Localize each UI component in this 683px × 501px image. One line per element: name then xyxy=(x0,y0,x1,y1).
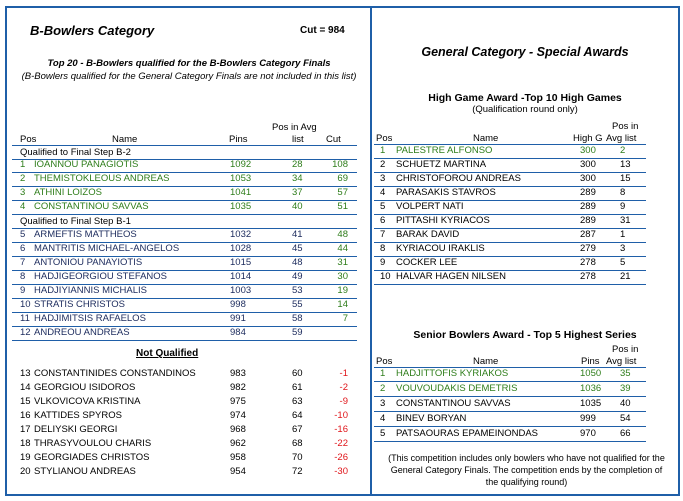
row-pins: 1092 xyxy=(230,159,252,170)
row-pins: 1014 xyxy=(230,271,252,282)
group-b2-label: Qualified to Final Step B-2 xyxy=(12,146,357,160)
row-cut: -2 xyxy=(339,382,348,393)
row-pins: 1036 xyxy=(580,383,602,394)
row-name: BARAK DAVID xyxy=(396,229,460,240)
row-pos: 15 xyxy=(20,396,31,407)
row-high-game: 278 xyxy=(580,257,596,268)
row-pos: 4 xyxy=(380,187,386,198)
row-high-game: 300 xyxy=(580,173,596,184)
b-bowlers-subnote: (B-Bowlers qualified for the General Category Finals are not included in this list) xyxy=(21,71,357,82)
table-row xyxy=(12,410,357,424)
row-pos: 2 xyxy=(20,173,26,184)
table-row xyxy=(374,428,646,442)
row-name: COCKER LEE xyxy=(396,257,458,268)
row-pos: 2 xyxy=(380,159,386,170)
row-avg-pos: 15 xyxy=(620,173,631,184)
row-avg-pos: 45 xyxy=(292,243,303,254)
row-pins: 1053 xyxy=(230,173,252,184)
row-pins: 974 xyxy=(230,410,246,421)
row-pos: 18 xyxy=(20,438,31,449)
row-avg-pos: 67 xyxy=(292,424,303,435)
row-pins: 1050 xyxy=(580,368,602,379)
sr-header-pins: Pins xyxy=(581,356,600,367)
hg-header-pos: Pos xyxy=(376,133,393,144)
row-pos: 2 xyxy=(380,383,386,394)
row-name: IOANNOU PANAGIOTIS xyxy=(34,159,139,170)
row-pos: 14 xyxy=(20,382,31,393)
hg-header-pos-in: Pos in xyxy=(612,121,639,132)
row-name: CONSTANTINOU SAVVAS xyxy=(34,201,149,212)
row-pins: 1032 xyxy=(230,229,252,240)
row-avg-pos: 49 xyxy=(292,271,303,282)
row-pins: 991 xyxy=(230,313,246,324)
row-pos: 19 xyxy=(20,452,31,463)
row-name: KATTIDES SPYROS xyxy=(34,410,122,421)
row-name: CONSTANTINOU SAVVAS xyxy=(396,398,511,409)
row-name: HADJIGEORGIOU STEFANOS xyxy=(34,271,168,282)
row-avg-pos: 1 xyxy=(620,229,626,240)
row-avg-pos: 58 xyxy=(292,313,303,324)
table-row xyxy=(12,159,357,173)
row-cut: 69 xyxy=(337,173,348,184)
row-avg-pos: 55 xyxy=(292,299,303,310)
table-row xyxy=(12,424,357,438)
b-bowlers-subtitle: Top 20 - B-Bowlers qualified for the B-Bowlers Category Finals xyxy=(47,58,331,69)
row-cut: 30 xyxy=(337,271,348,282)
row-pos: 8 xyxy=(20,271,26,282)
header-name: Name xyxy=(112,134,138,145)
row-pos: 16 xyxy=(20,410,31,421)
row-pins: 1003 xyxy=(230,285,252,296)
sr-header-pos-in: Pos in xyxy=(612,344,639,355)
row-name: CONSTANTINIDES CONSTANDINOS xyxy=(34,368,196,379)
row-pos: 11 xyxy=(20,313,30,324)
table-row xyxy=(12,396,357,410)
row-name: GEORGIOU ISIDOROS xyxy=(34,382,136,393)
row-pos: 1 xyxy=(380,145,386,156)
row-cut: 48 xyxy=(337,229,348,240)
table-row xyxy=(374,243,646,257)
row-pos: 5 xyxy=(20,229,26,240)
sr-header-name: Name xyxy=(473,356,499,367)
row-pos: 7 xyxy=(380,229,386,240)
table-row xyxy=(374,215,646,229)
row-name: BINEV BORYAN xyxy=(396,413,467,424)
row-pos: 3 xyxy=(380,173,386,184)
row-pos: 10 xyxy=(20,299,31,310)
row-pos: 10 xyxy=(380,271,391,282)
row-cut: 19 xyxy=(337,285,348,296)
row-avg-pos: 34 xyxy=(292,173,303,184)
row-avg-pos: 70 xyxy=(292,452,303,463)
row-pos: 1 xyxy=(380,368,386,379)
hg-header-name: Name xyxy=(473,133,499,144)
row-avg-pos: 37 xyxy=(292,187,303,198)
row-pins: 999 xyxy=(580,413,596,424)
row-cut: 14 xyxy=(337,299,348,310)
row-cut: 44 xyxy=(337,243,348,254)
row-name: VLKOVICOVA KRISTINA xyxy=(34,396,141,407)
row-avg-pos: 40 xyxy=(292,201,303,212)
row-pos: 9 xyxy=(380,257,386,268)
row-name: ARMEFTIS MATTHEOS xyxy=(34,229,137,240)
row-pins: 975 xyxy=(230,396,246,407)
row-name: GEORGIADES CHRISTOS xyxy=(34,452,150,463)
row-cut: 7 xyxy=(342,313,348,324)
row-name: MANTRITIS MICHAEL-ANGELOS xyxy=(34,243,180,254)
row-avg-pos: 2 xyxy=(620,145,626,156)
row-name: HADJIMITSIS RAFAELOS xyxy=(34,313,146,324)
row-cut: -22 xyxy=(334,438,348,449)
high-game-title: High Game Award -Top 10 High Games xyxy=(428,92,622,104)
row-avg-pos: 53 xyxy=(292,285,303,296)
hg-header-high-g: High G xyxy=(573,133,603,144)
row-avg-pos: 63 xyxy=(292,396,303,407)
row-pos: 4 xyxy=(380,413,386,424)
row-pos: 4 xyxy=(20,201,26,212)
table-row xyxy=(12,327,357,341)
row-cut: 31 xyxy=(337,257,348,268)
row-name: THEMISTOKLEOUS ANDREAS xyxy=(34,173,170,184)
header-list: list xyxy=(292,134,304,145)
cut-label: Cut = 984 xyxy=(300,25,345,36)
row-pos: 1 xyxy=(20,159,26,170)
row-pos: 12 xyxy=(20,327,31,338)
row-cut: 51 xyxy=(337,201,348,212)
row-pins: 1015 xyxy=(230,257,252,268)
row-name: ANTONIOU PANAYIOTIS xyxy=(34,257,143,268)
row-avg-pos: 68 xyxy=(292,438,303,449)
row-name: VOLPERT NATI xyxy=(396,201,464,212)
row-high-game: 279 xyxy=(580,243,596,254)
row-pins: 984 xyxy=(230,327,246,338)
row-name: ATHINI LOIZOS xyxy=(34,187,102,198)
table-row xyxy=(374,383,646,397)
row-cut: 57 xyxy=(337,187,348,198)
row-name: HALVAR HAGEN NILSEN xyxy=(396,271,506,282)
row-avg-pos: 28 xyxy=(292,159,303,170)
row-cut: -10 xyxy=(334,410,348,421)
table-row xyxy=(374,257,646,271)
row-avg-pos: 35 xyxy=(620,368,631,379)
row-pins: 970 xyxy=(580,428,596,439)
row-pins: 983 xyxy=(230,368,246,379)
row-avg-pos: 48 xyxy=(292,257,303,268)
row-name: STRATIS CHRISTOS xyxy=(34,299,125,310)
table-row xyxy=(374,201,646,215)
senior-award-title: Senior Bowlers Award - Top 5 Highest Series xyxy=(413,329,637,341)
row-avg-pos: 21 xyxy=(620,271,631,282)
row-pins: 958 xyxy=(230,452,246,463)
row-pins: 1041 xyxy=(230,187,252,198)
table-row xyxy=(12,271,357,285)
high-game-subtitle: (Qualification round only) xyxy=(472,104,578,115)
group-b1-label: Qualified to Final Step B-1 xyxy=(12,215,357,229)
row-avg-pos: 54 xyxy=(620,413,631,424)
row-high-game: 300 xyxy=(580,145,596,156)
table-row xyxy=(374,159,646,173)
row-name: HADJIYIANNIS MICHALIS xyxy=(34,285,147,296)
row-pos: 3 xyxy=(20,187,26,198)
row-avg-pos: 8 xyxy=(620,187,626,198)
row-cut: -30 xyxy=(334,466,348,477)
row-name: HADJITTOFIS KYRIAKOS xyxy=(396,368,509,379)
table-row xyxy=(12,285,357,299)
row-pos: 6 xyxy=(380,215,386,226)
row-avg-pos: 31 xyxy=(620,215,631,226)
row-avg-pos: 39 xyxy=(620,383,631,394)
row-high-game: 278 xyxy=(580,271,596,282)
table-row xyxy=(374,413,646,427)
row-avg-pos: 5 xyxy=(620,257,626,268)
row-high-game: 289 xyxy=(580,201,596,212)
row-pos: 5 xyxy=(380,428,386,439)
row-name: PARASAKIS STAVROS xyxy=(396,187,496,198)
row-cut: -16 xyxy=(334,424,348,435)
column-divider xyxy=(370,6,372,496)
row-avg-pos: 13 xyxy=(620,159,631,170)
general-category-title: General Category - Special Awards xyxy=(421,45,629,59)
table-row xyxy=(12,173,357,187)
row-name: DELIYSKI GEORGI xyxy=(34,424,118,435)
row-name: KYRIACOU IRAKLIS xyxy=(396,243,485,254)
row-name: THRASYVOULOU CHARIS xyxy=(34,438,152,449)
table-row xyxy=(374,173,646,187)
row-name: ANDREOU ANDREAS xyxy=(34,327,130,338)
row-pins: 982 xyxy=(230,382,246,393)
row-pins: 968 xyxy=(230,424,246,435)
row-pins: 962 xyxy=(230,438,246,449)
row-pins: 1035 xyxy=(230,201,252,212)
row-cut: -26 xyxy=(334,452,348,463)
row-pos: 20 xyxy=(20,466,31,477)
row-pos: 13 xyxy=(20,368,31,379)
row-pins: 954 xyxy=(230,466,246,477)
table-row xyxy=(12,313,357,327)
row-avg-pos: 41 xyxy=(292,229,303,240)
row-avg-pos: 9 xyxy=(620,201,626,212)
table-row xyxy=(374,187,646,201)
table-row xyxy=(374,398,646,412)
row-high-game: 289 xyxy=(580,215,596,226)
row-avg-pos: 3 xyxy=(620,243,626,254)
table-row xyxy=(374,368,646,382)
table-row xyxy=(12,257,357,271)
table-row xyxy=(374,229,646,243)
row-pos: 7 xyxy=(20,257,26,268)
table-row xyxy=(12,466,357,480)
row-cut: -1 xyxy=(339,368,348,379)
header-pos-in-avg: Pos in Avg xyxy=(272,122,317,133)
row-pos: 5 xyxy=(380,201,386,212)
row-avg-pos: 60 xyxy=(292,368,303,379)
row-pins: 1035 xyxy=(580,398,602,409)
header-pos: Pos xyxy=(20,134,37,145)
table-row xyxy=(12,368,357,382)
not-qualified-label: Not Qualified xyxy=(136,348,199,359)
table-row xyxy=(12,229,357,243)
row-avg-pos: 72 xyxy=(292,466,303,477)
senior-note: (This competition includes only bowlers who have not qualified for the General Category Finals. The competition ends by the completion of the qualifying round) xyxy=(388,453,665,487)
row-name: PITTASHI KYRIACOS xyxy=(396,215,490,226)
row-name: PALESTRE ALFONSO xyxy=(396,145,493,156)
table-row xyxy=(12,382,357,396)
row-name: SCHUETZ MARTINA xyxy=(396,159,487,170)
row-cut: 108 xyxy=(332,159,348,170)
b-bowlers-title: B-Bowlers Category xyxy=(30,23,155,38)
table-row xyxy=(374,145,646,159)
row-pos: 8 xyxy=(380,243,386,254)
row-avg-pos: 40 xyxy=(620,398,631,409)
header-pins: Pins xyxy=(229,134,248,145)
row-cut: -9 xyxy=(339,396,348,407)
row-name: PATSAOURAS EPAMEINONDAS xyxy=(396,428,538,439)
header-cut: Cut xyxy=(326,134,341,145)
table-row xyxy=(12,243,357,257)
row-name: VOUVOUDAKIS DEMETRIS xyxy=(396,383,518,394)
row-high-game: 287 xyxy=(580,229,596,240)
row-avg-pos: 64 xyxy=(292,410,303,421)
row-name: STYLIANOU ANDREAS xyxy=(34,466,136,477)
row-name: CHRISTOFOROU ANDREAS xyxy=(396,173,521,184)
hg-header-avg-list: Avg list xyxy=(606,133,637,144)
table-row xyxy=(374,271,646,285)
row-pos: 3 xyxy=(380,398,386,409)
sr-header-avg-list: Avg list xyxy=(606,356,637,367)
row-avg-pos: 59 xyxy=(292,327,303,338)
row-high-game: 289 xyxy=(580,187,596,198)
row-pins: 1028 xyxy=(230,243,252,254)
table-row xyxy=(12,299,357,313)
row-pos: 9 xyxy=(20,285,26,296)
row-avg-pos: 66 xyxy=(620,428,631,439)
row-avg-pos: 61 xyxy=(292,382,303,393)
row-pins: 998 xyxy=(230,299,246,310)
row-pos: 6 xyxy=(20,243,26,254)
row-high-game: 300 xyxy=(580,159,596,170)
table-row xyxy=(12,187,357,201)
row-pos: 17 xyxy=(20,424,31,435)
table-row xyxy=(12,201,357,215)
sr-header-pos: Pos xyxy=(376,356,393,367)
table-row xyxy=(12,438,357,452)
table-row xyxy=(12,452,357,466)
